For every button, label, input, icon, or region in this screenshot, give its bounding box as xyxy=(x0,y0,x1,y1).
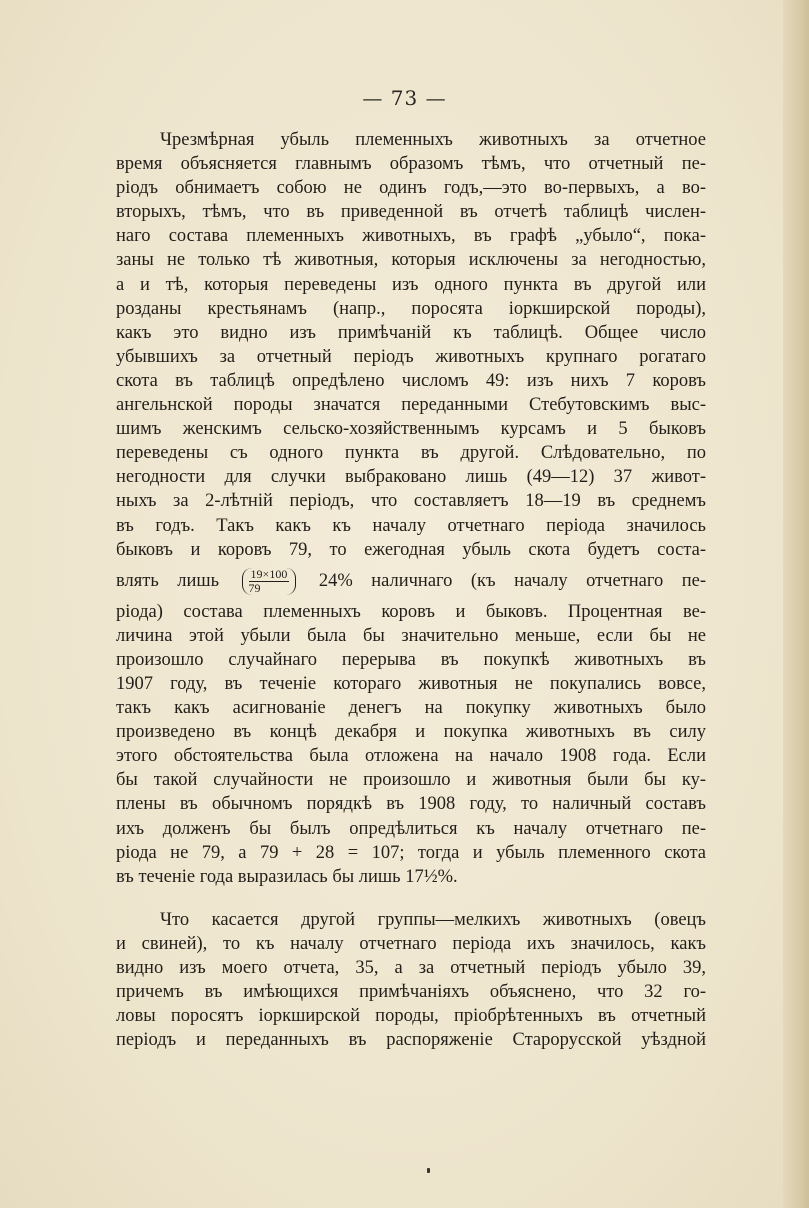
text-line: заны не только тѣ животныя, которыя исключены за негодностью, xyxy=(116,250,706,271)
text-line: розданы крестьянамъ (напр., поросята іоркширской породы), xyxy=(116,298,706,319)
page-number: — 73 — xyxy=(362,86,447,110)
text-line: убывшихъ за отчетный періодъ животныхъ крупнаго рогатаго xyxy=(116,346,706,367)
fraction-numerator: 19×100 xyxy=(250,566,288,581)
text-line: какъ это видно изъ примѣчаній къ таблицѣ. Общее число xyxy=(116,322,706,343)
fraction xyxy=(242,568,297,595)
text-line: произошло случайнаго перерыва въ покупкѣ животныхъ въ xyxy=(116,649,706,670)
text-line: ныхъ за 2-лѣтній періодъ, что составляетъ 18—19 въ среднемъ xyxy=(116,491,706,512)
formula-line xyxy=(116,562,706,600)
text-line: быковъ и коровъ 79, то ежегодная убыль скота будетъ соста- xyxy=(116,539,706,560)
text-line: Что касается другой группы—мелкихъ животныхъ (овецъ xyxy=(160,910,706,930)
text-line: наго состава племенныхъ животныхъ, въ графѣ „убыло“, пока- xyxy=(116,226,706,247)
text-line: видно изъ моего отчета, 35, а за отчетный періодъ убыло 39, xyxy=(116,958,706,979)
text-line: плены въ обычномъ порядкѣ въ 1908 году, то наличный составъ xyxy=(116,794,706,815)
text-line: бы такой случайности не произошло и животныя были бы ку- xyxy=(116,770,706,791)
page-edge-shadow xyxy=(783,0,809,1208)
text-line: причемъ въ имѣющихся примѣчаніяхъ объяснено, что 32 го- xyxy=(116,982,706,1003)
text-line: ловы поросятъ іоркширской породы, пріобрѣтенныхъ въ отчетный xyxy=(116,1006,706,1027)
text-line: время объясняется главнымъ образомъ тѣмъ, что отчетный пе- xyxy=(116,154,706,175)
text-line: ихъ долженъ бы былъ опредѣлиться къ началу отчетнаго пе- xyxy=(116,818,706,839)
text-line: ріодъ обнимаетъ собою не одинъ годъ,—это во-первыхъ, а во- xyxy=(116,178,706,199)
paragraph-1 xyxy=(116,128,706,889)
text-line: въ годъ. Такъ какъ къ началу отчетнаго періода значилось xyxy=(116,515,706,536)
text-line: такъ какъ асигнованіе денегъ на покупку животныхъ было xyxy=(116,698,706,719)
text-line: негодности для случки выбраковано лишь (49—12) 37 живот- xyxy=(116,467,706,488)
text-line: переведены съ одного пункта въ другой. Слѣдовательно, по xyxy=(116,443,706,464)
text-line: періодъ и переданныхъ въ распоряженіе Старорусской уѣздной xyxy=(116,1030,706,1051)
text-line: этого обстоятельства была отложена на начало 1908 года. Если xyxy=(116,746,706,767)
ink-speck xyxy=(427,1168,430,1173)
text-line: Чрезмѣрная убыль племенныхъ животныхъ за отчетное xyxy=(160,130,706,150)
text-line: ангельнской породы значатся переданными Стебутовскимъ выс- xyxy=(116,395,706,416)
text-line: личина этой убыли была бы значительно меньше, если бы не xyxy=(116,625,706,646)
text-line: вторыхъ, тѣмъ, что въ приведенной въ отчетѣ таблицѣ числен- xyxy=(116,202,706,223)
text-line: въ теченіе года выразилась бы лишь 17½%. xyxy=(116,866,458,887)
formula-after-text: 24% наличнаго (къ началу отчетнаго пе- xyxy=(318,570,707,591)
fraction-denominator: 79 xyxy=(248,580,261,595)
text-line: шимъ женскимъ сельско-хозяйственнымъ курсамъ и 5 быковъ xyxy=(116,419,706,440)
text-line: и свиней), то къ началу отчетнаго періода ихъ значилось, какъ xyxy=(116,934,706,955)
text-line: произведено въ концѣ декабря и покупка животныхъ въ силу xyxy=(116,722,706,743)
paragraph-2 xyxy=(116,908,706,1053)
text-line: скота въ таблицѣ опредѣлено числомъ 49: изъ нихъ 7 коровъ xyxy=(116,370,706,391)
text-line: ріода) состава племенныхъ коровъ и быковъ. Процентная ве- xyxy=(116,601,706,622)
formula-before-text: влять лишь xyxy=(116,570,220,591)
text-line: ріода не 79, а 79 + 28 = 107; тогда и убыль племенного скота xyxy=(116,842,706,863)
text-line: 1907 году, въ теченіе котораго животныя не покупались вовсе, xyxy=(116,673,706,694)
text-line: а и тѣ, которыя переведены изъ одного пункта въ другой или xyxy=(116,274,706,295)
